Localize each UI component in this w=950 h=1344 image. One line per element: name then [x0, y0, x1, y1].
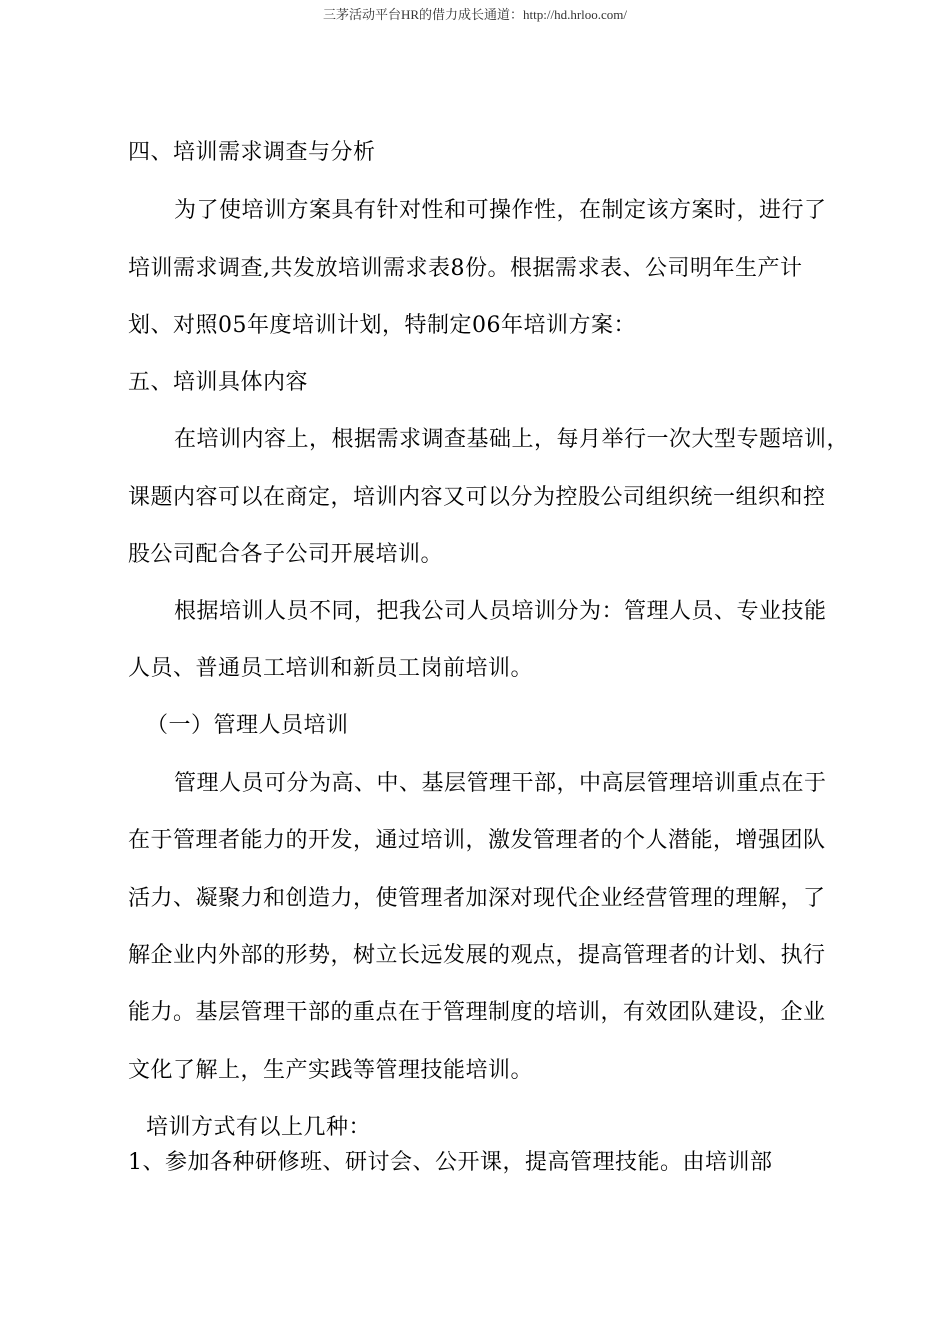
- page-header-link[interactable]: 三茅活动平台HR的借力成长通道：http://hd.hrloo.com/: [322, 7, 628, 22]
- paragraph-line: 能力。基层管理干部的重点在于管理制度的培训，有效团队建设，企业: [128, 1000, 826, 1025]
- paragraph-line: 在于管理者能力的开发，通过培训，激发管理者的个人潜能，增强团队: [128, 828, 826, 853]
- paragraph-line: 管理人员可分为高、中、基层管理干部，中高层管理培训重点在于: [174, 771, 827, 796]
- paragraph-line: 股公司配合各子公司开展培训。: [128, 542, 444, 567]
- paragraph-line: 人员、普通员工培训和新员工岗前培训。: [128, 656, 534, 681]
- paragraph-line: 为了使培训方案具有针对性和可操作性，在制定该方案时，进行了: [174, 198, 827, 223]
- paragraph-line: 根据培训人员不同，把我公司人员培训分为：管理人员、专业技能: [174, 599, 827, 624]
- paragraph-line: 在培训内容上，根据需求调查基础上，每月举行一次大型专题培训，: [174, 427, 850, 452]
- paragraph-line: 文化了解上，生产实践等管理技能培训。: [128, 1058, 534, 1083]
- paragraph-line: 课题内容可以在商定，培训内容又可以分为控股公司组织统一组织和控: [128, 485, 826, 510]
- section-heading-5: 五、培训具体内容: [128, 370, 309, 395]
- training-methods-heading: 培训方式有以上几种：: [146, 1115, 372, 1140]
- paragraph-line: 划、对照05年度培训计划，特制定06年培训方案：: [128, 313, 636, 338]
- paragraph-line: 活力、凝聚力和创造力，使管理者加深对现代企业经营管理的理解，了: [128, 886, 826, 911]
- paragraph-line: 培训需求调查,共发放培训需求表8份。根据需求表、公司明年生产计: [128, 256, 803, 281]
- section-heading-4: 四、培训需求调查与分析: [128, 140, 376, 165]
- list-item: 1、参加各种研修班、研讨会、公开课，提高管理技能。由培训部: [128, 1150, 773, 1175]
- subsection-heading-1: （一）管理人员培训: [146, 713, 349, 738]
- paragraph-line: 解企业内外部的形势，树立长远发展的观点，提高管理者的计划、执行: [128, 943, 826, 968]
